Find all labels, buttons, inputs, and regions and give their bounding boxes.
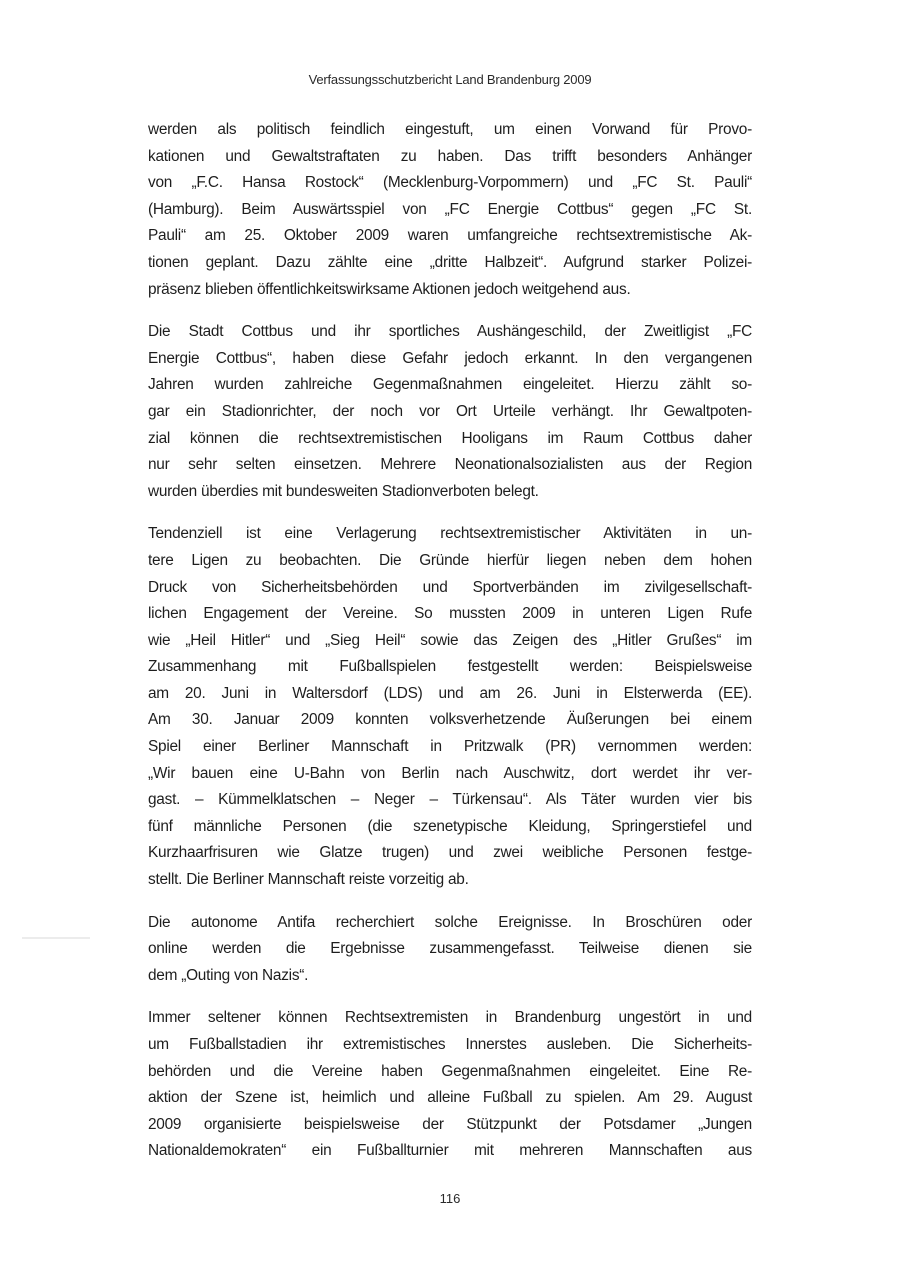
text-line: am 20. Juni in Waltersdorf (LDS) und am 26. Juni in Elsterwerda (EE). bbox=[148, 684, 752, 702]
paragraph-5 bbox=[148, 1005, 752, 1165]
running-header: Verfassungsschutzbericht Land Brandenburg 2009 bbox=[308, 72, 592, 87]
text-line: tere Ligen zu beobachten. Die Gründe hierfür liegen neben dem hohen bbox=[148, 551, 752, 569]
text-line: präsenz blieben öffentlichkeitswirksame Aktionen jedoch weitgehend aus. bbox=[148, 280, 631, 298]
paragraph-2 bbox=[148, 319, 752, 505]
text-line: 2009 organisierte beispielsweise der Stützpunkt der Potsdamer „Jungen bbox=[148, 1115, 752, 1133]
scan-artifact-line bbox=[22, 937, 90, 939]
text-line: werden als politisch feindlich eingestuft, um einen Vorwand für Provo- bbox=[148, 121, 752, 138]
text-line: Tendenziell ist eine Verlagerung rechtsextremistischer Aktivitäten in un- bbox=[148, 525, 752, 543]
page-number: 116 bbox=[439, 1191, 461, 1206]
text-line: fünf männliche Personen (die szenetypische Kleidung, Springerstiefel und bbox=[148, 817, 752, 835]
text-line: online werden die Ergebnisse zusammengefasst. Teilweise dienen sie bbox=[148, 940, 752, 958]
text-line: „Wir bauen eine U-Bahn von Berlin nach Auschwitz, dort werdet ihr ver- bbox=[148, 764, 752, 782]
text-line: nur sehr selten einsetzen. Mehrere Neonationalsozialisten aus der Region bbox=[148, 456, 752, 474]
text-line: stellt. Die Berliner Mannschaft reiste vorzeitig ab. bbox=[148, 871, 469, 889]
text-line: Immer seltener können Rechtsextremisten in Brandenburg ungestört in und bbox=[148, 1009, 752, 1027]
paragraph-3 bbox=[148, 521, 752, 893]
text-line: tionen geplant. Dazu zählte eine „dritte Halbzeit“. Aufgrund starker Polizei- bbox=[148, 253, 752, 271]
text-line: wie „Heil Hitler“ und „Sieg Heil“ sowie das Zeigen des „Hitler Grußes“ im bbox=[148, 631, 752, 649]
text-line: gast. – Kümmelklatschen – Neger – Türkensau“. Als Täter wurden vier bis bbox=[148, 791, 752, 809]
text-line: gar ein Stadionrichter, der noch vor Ort Urteile verhängt. Ihr Gewaltpoten- bbox=[148, 402, 752, 420]
text-line: dem „Outing von Nazis“. bbox=[148, 966, 309, 984]
text-line: Pauli“ am 25. Oktober 2009 waren umfangreiche rechtsextremistische Ak- bbox=[148, 227, 752, 245]
text-line: Spiel einer Berliner Mannschaft in Pritzwalk (PR) vernommen werden: bbox=[148, 738, 752, 756]
text-line: Druck von Sicherheitsbehörden und Sportverbänden im zivilgesellschaft- bbox=[148, 578, 752, 596]
paragraph-1 bbox=[148, 117, 752, 303]
text-line: Zusammenhang mit Fußballspielen festgestellt werden: Beispielsweise bbox=[148, 658, 752, 676]
text-line: Die Stadt Cottbus und ihr sportliches Aushängeschild, der Zweitligist „FC bbox=[148, 323, 752, 341]
text-line: Jahren wurden zahlreiche Gegenmaßnahmen eingeleitet. Hierzu zählt so- bbox=[148, 376, 752, 394]
text-line: Energie Cottbus“, haben diese Gefahr jedoch erkannt. In den vergangenen bbox=[148, 349, 752, 367]
text-line: um Fußballstadien ihr extremistisches Innerstes ausleben. Die Sicherheits- bbox=[148, 1036, 752, 1053]
text-line: von „F.C. Hansa Rostock“ (Mecklenburg-Vorpommern) und „FC St. Pauli“ bbox=[148, 174, 752, 192]
text-line: aktion der Szene ist, heimlich und alleine Fußball zu spielen. Am 29. August bbox=[148, 1089, 752, 1107]
text-line: kationen und Gewaltstraftaten zu haben. Das trifft besonders Anhänger bbox=[148, 147, 752, 165]
text-line: Kurzhaarfrisuren wie Glatze trugen) und zwei weibliche Personen festge- bbox=[148, 844, 752, 862]
text-line: Die autonome Antifa recherchiert solche Ereignisse. In Broschüren oder bbox=[148, 913, 752, 931]
text-line: Am 30. Januar 2009 konnten volksverhetzende Äußerungen bei einem bbox=[148, 711, 752, 729]
text-line: behörden und die Vereine haben Gegenmaßnahmen eingeleitet. Eine Re- bbox=[148, 1062, 752, 1080]
paragraph-4 bbox=[148, 910, 752, 990]
body-text bbox=[148, 117, 752, 1181]
text-line: wurden überdies mit bundesweiten Stadionverboten belegt. bbox=[148, 482, 539, 500]
text-line: zial können die rechtsextremistischen Hooligans im Raum Cottbus daher bbox=[148, 429, 752, 447]
text-line: Nationaldemokraten“ ein Fußballturnier mit mehreren Mannschaften aus bbox=[148, 1142, 752, 1160]
text-line: lichen Engagement der Vereine. So mussten 2009 in unteren Ligen Rufe bbox=[148, 605, 752, 623]
text-line: (Hamburg). Beim Auswärtsspiel von „FC Energie Cottbus“ gegen „FC St. bbox=[148, 200, 752, 218]
